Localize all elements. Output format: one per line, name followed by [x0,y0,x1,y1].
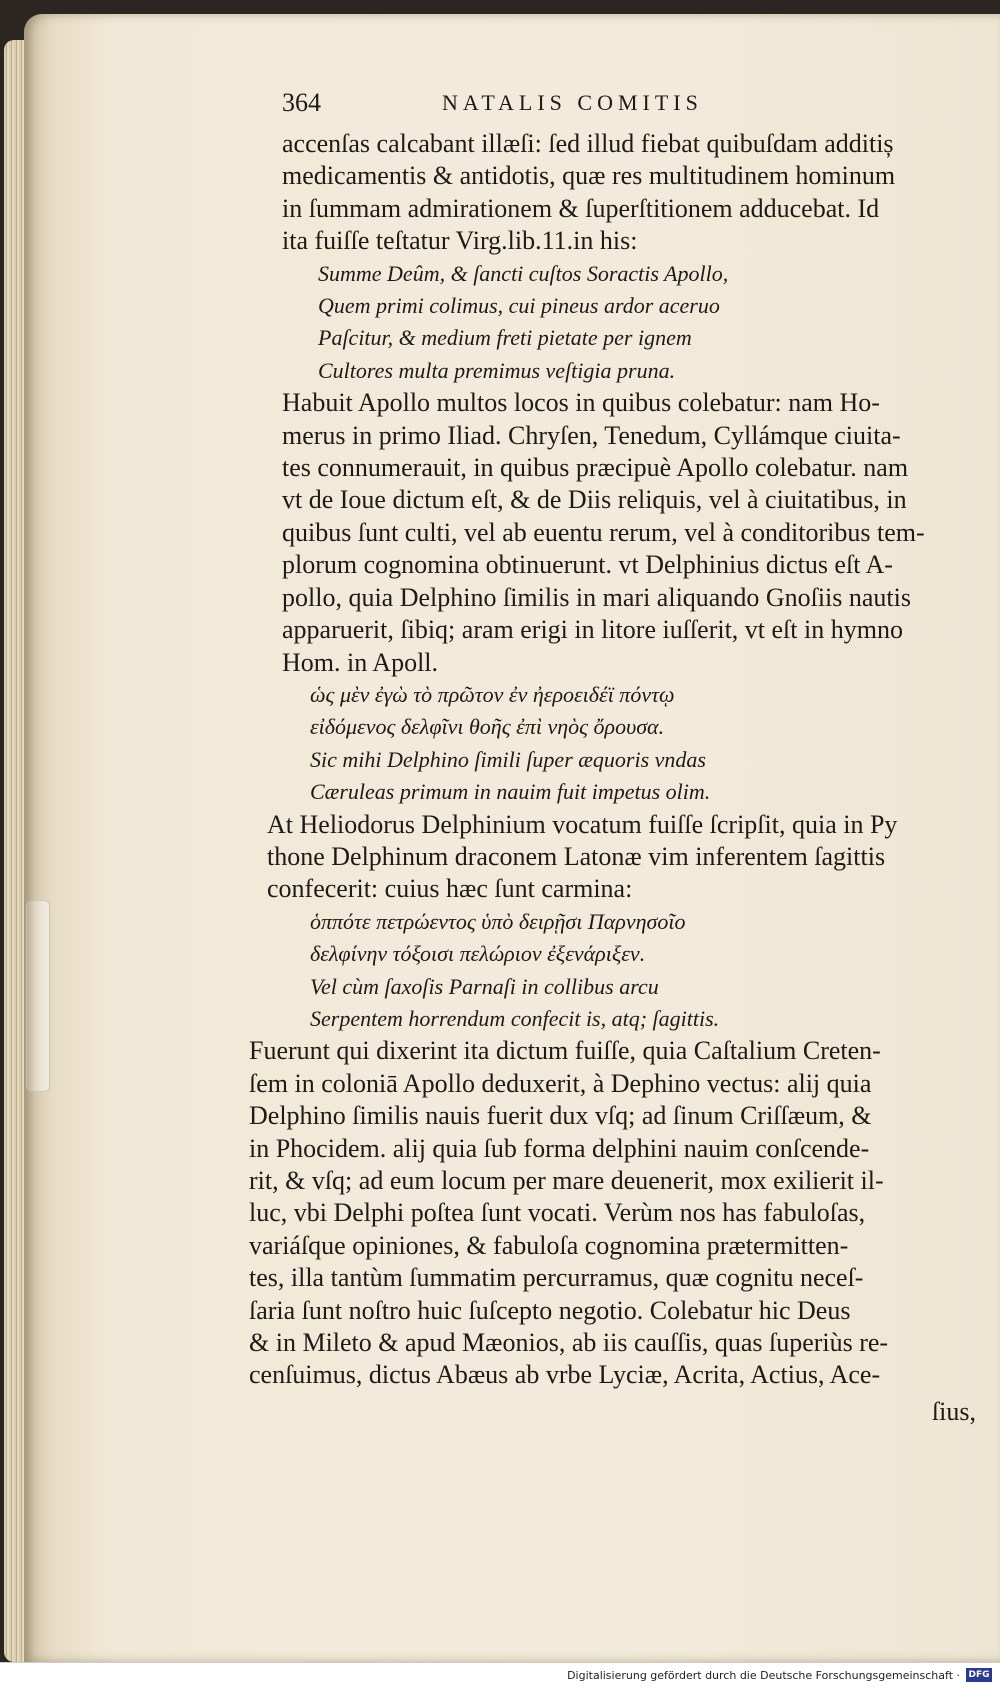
footer-credit: Digitalisierung gefördert durch die Deutsche Forschungsgemeinschaft · [567,1669,960,1682]
text-line: merus in primo Iliad. Chryſen, Tenedum, Cyllámque ciuita- [282,420,901,450]
text-line: in ſummam admirationem & ſuperſtitionem adducebat. Id [282,193,880,223]
text-line: tes, illa tantùm ſummatim percurramus, quæ cognitu neceſ- [249,1263,864,1293]
verse-line: Sic mihi Delphino ſimili ſuper æquoris vndas [310,746,706,772]
paragraph-apollo-cults [282,387,982,679]
text-line: ſaria ſunt noſtro huic ſuſcepto negotio. Colebatur hic Deus [249,1295,851,1325]
footer-strip [0,1662,1000,1691]
paragraph-intro [282,128,982,258]
text-line: Delphino ſimilis nauis fuerit dux vſq; ad ſinum Criſſæum, & [249,1101,872,1131]
text-line: Habuit Apollo multos locos in quibus colebatur: nam Ho- [282,388,880,418]
text-line: in Phocidem. alij quia ſub forma delphini nauim conſcende- [249,1133,870,1163]
dfg-logo-icon: DFG [966,1668,992,1682]
text-line: Hom. in Apoll. [282,647,439,677]
text-line: pollo, quia Delphino ſimilis in mari aliquando Gnoſiis nautis [282,582,912,612]
text-line: quibus ſunt culti, vel ab euentu rerum, vel à conditoribus tem- [282,517,925,547]
paragraph-heliodorus [267,809,982,906]
greek-verse-line: ὡς μὲν ἐγὼ τὸ πρῶτον ἐν ἠεροειδέϊ πόντῳ [310,681,675,707]
verse-line: Paſcitur, & medium freti pietate per ignem [318,325,692,351]
text-line: & in Mileto & apud Mæonios, ab iis cauſſis, quas ſuperiùs re- [249,1328,889,1358]
text-line: thone Delphinum draconem Latonæ vim inferentem ſagittis [267,841,886,871]
verse-line: Vel cùm ſaxoſis Parnaſi in collibus arcu [310,973,659,999]
greek-verse-line: δελφίνην τόξοισι πελώριον ἐξενάριξεν. [310,941,646,967]
page-number: 364 [282,88,321,117]
text-line: Fuerunt qui dixerint ita dictum fuiſſe, quia Caſtalium Creten- [249,1036,881,1066]
catchword: ſius, [931,1396,976,1426]
text-line: cenſuimus, dictus Abæus ab vrbe Lyciæ, Acrita, Actius, Ace- [249,1360,881,1390]
verse-virgil [282,258,982,388]
verse-line: Cultores multa premimus veſtigia pruna. [318,357,676,383]
page-edges [4,40,26,1662]
verse-line: Cæruleas primum in nauim fuit impetus olim. [310,779,711,805]
text-line: rit, & vſq; ad eum locum per mare deuenerit, mox exilierit il- [249,1166,884,1195]
running-title: NATALIS COMITIS [442,90,703,115]
text-line: accenſas calcabant illæſi: ſed illud fiebat quibuſdam additiș [282,129,894,158]
running-head [282,88,982,128]
greek-verse-line: ὁππότε πετρώεντος ὑπὸ δειρῇσι Παρνησοῖο [310,908,686,934]
verse-line: Summe Deûm, & ſancti cuſtos Soractis Apollo, [318,260,729,286]
text-line: ita fuiſſe teſtatur Virg.lib.11.in his: [282,226,638,256]
verse-line: Quem primi colimus, cui pineus ardor aceruo [318,293,720,319]
text-line: vt de Ioue dictum eſt, & de Diis reliquis, vel à ciuitatibus, in [282,485,907,515]
text-line: confecerit: cuius hæc ſunt carmina: [267,874,633,904]
page-clip [26,900,50,1092]
text-line: ſem in coloniā Apollo deduxerit, à Dephino vectus: alij quia [249,1068,872,1098]
paragraph-delphinius [249,1035,982,1391]
text-line: medicamentis & antidotis, quæ res multitudinem hominum [282,161,896,191]
text-line: tes connumerauit, in quibus præcipuè Apollo colebatur. nam [282,453,909,483]
text-line: variáſque opiniones, & fabuloſa cognomina prætermitten- [249,1230,849,1260]
greek-verse-line: εἰδόμενος δελφῖνι θοῆς ἐπὶ νηὸς ὄρουσα. [310,714,665,740]
text-line: At Heliodorus Delphinium vocatum fuiſſe ſcripſit, quia in Py [267,809,898,839]
text-line: plorum cognomina obtinuerunt. vt Delphinius dictus eſt A- [282,550,893,580]
verse-heliodorus [282,906,982,1036]
text-line: apparuerit, ſibiq; aram erigi in litore iuſſerit, vt eſt in hymno [282,615,903,645]
text-block [249,88,982,1428]
text-line: luc, vbi Delphi poſtea ſunt vocati. Verùm nos has fabuloſas, [249,1198,866,1228]
verse-homer [282,679,982,809]
verse-line: Serpentem horrendum confecit is, atq; ſagittis. [310,1005,720,1031]
